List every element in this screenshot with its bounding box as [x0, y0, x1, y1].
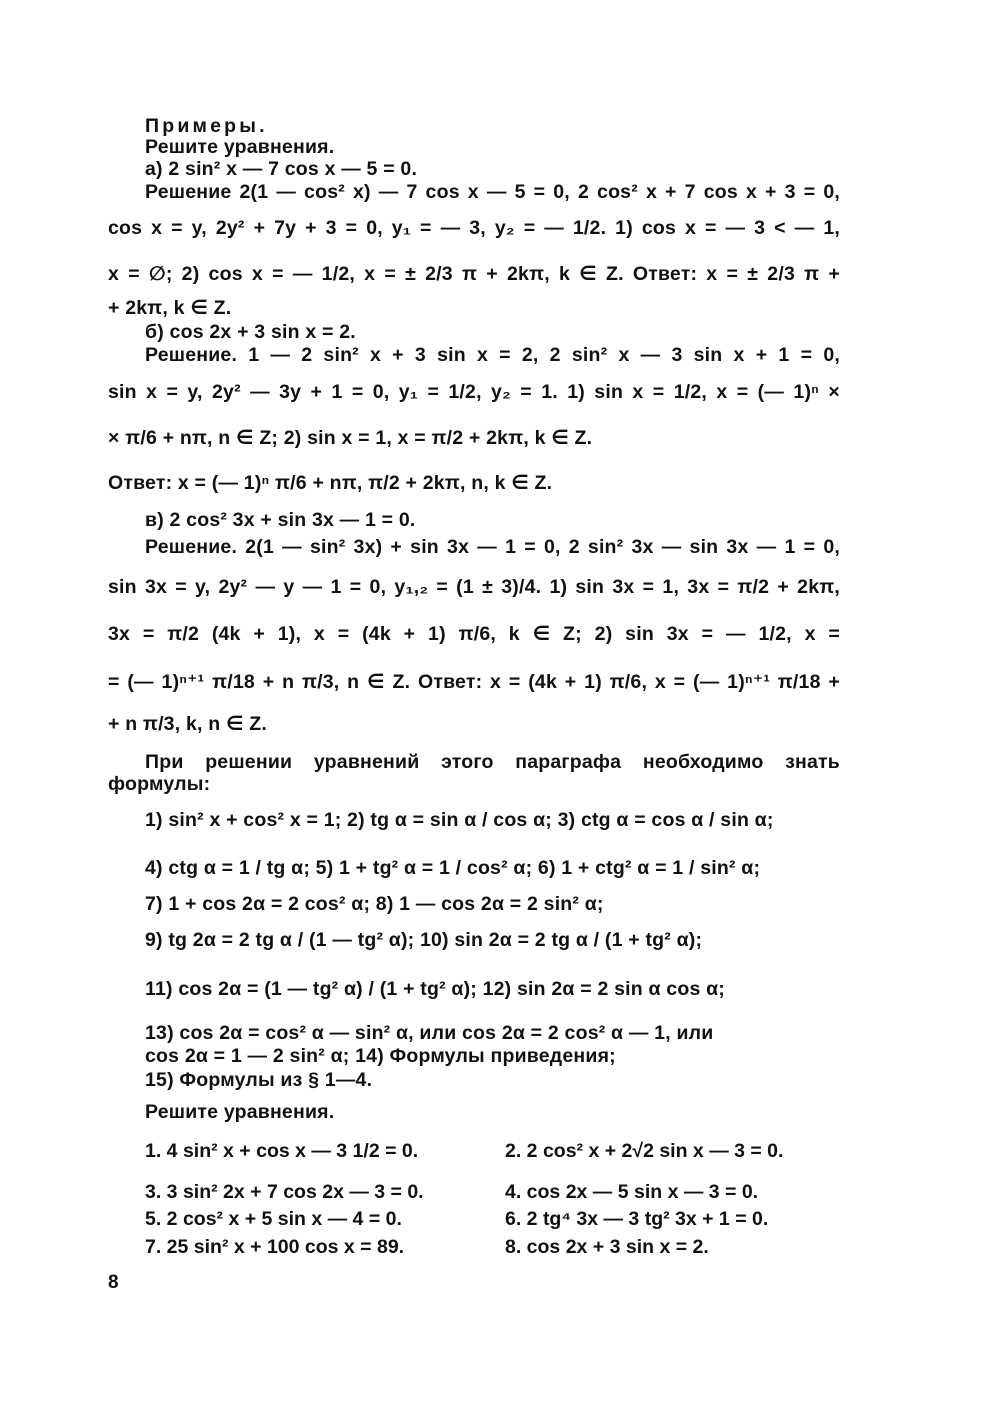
example-c-line: Решение. 2(1 — sin² 3x) + sin 3x — 1 = 0, 2 sin² 3x — sin 3x — 1 = 0, — [145, 536, 840, 558]
examples-task: Решите уравнения. — [145, 136, 335, 158]
exercise-item: 7. 25 sin² x + 100 cos x = 89. — [145, 1236, 405, 1258]
example-c-line: + n π/3, k, n ∈ Z. — [108, 713, 268, 735]
exercise-item: 8. cos 2x + 3 sin x = 2. — [505, 1236, 709, 1258]
exercise-row — [145, 1139, 845, 1163]
example-c-line: sin 3x = y, 2y² — y — 1 = 0, y₁,₂ = (1 ± 3)/4. 1) sin 3x = 1, 3x = π/2 + 2kπ, — [108, 576, 840, 598]
formula-row: 15) Формулы из § 1—4. — [145, 1069, 373, 1091]
examples-heading: Примеры. — [145, 115, 268, 137]
formula-row: cos 2α = 1 — 2 sin² α; 14) Формулы приведения; — [145, 1045, 616, 1067]
exercise-row — [145, 1207, 845, 1231]
formula-row: 4) ctg α = 1 / tg α; 5) 1 + tg² α = 1 / cos² α; 6) 1 + ctg² α = 1 / sin² α; — [145, 857, 761, 879]
formula-row: 13) cos 2α = cos² α — sin² α, или cos 2α = 2 cos² α — 1, или — [145, 1022, 714, 1044]
example-c-line: 3x = π/2 (4k + 1), x = (4k + 1) π/6, k ∈ Z; 2) sin 3x = — 1/2, x = — [108, 623, 840, 645]
exercise-row — [145, 1180, 845, 1204]
exercise-item: 2. 2 cos² x + 2√2 sin x — 3 = 0. — [505, 1140, 784, 1162]
example-a-line: + 2kπ, k ∈ Z. — [108, 297, 232, 319]
example-c-statement: в) 2 cos² 3x + sin 3x — 1 = 0. — [145, 509, 416, 531]
example-a-line: cos x = y, 2y² + 7y + 3 = 0, y₁ = — 3, y₂ = — 1/2. 1) cos x = — 3 < — 1, — [108, 217, 840, 239]
formula-row: 11) cos 2α = (1 — tg² α) / (1 + tg² α); 12) sin 2α = 2 sin α cos α; — [145, 978, 726, 1000]
example-a-line: x = ∅; 2) cos x = — 1/2, x = ± 2/3 π + 2kπ, k ∈ Z. Ответ: x = ± 2/3 π + — [108, 263, 840, 285]
example-b-answer: Ответ: x = (— 1)ⁿ π/6 + nπ, π/2 + 2kπ, n, k ∈ Z. — [108, 472, 553, 494]
example-b-line: × π/6 + nπ, n ∈ Z; 2) sin x = 1, x = π/2 + 2kπ, k ∈ Z. — [108, 427, 593, 449]
example-a-statement: а) 2 sin² x — 7 cos x — 5 = 0. — [145, 158, 418, 180]
formula-row: 9) tg 2α = 2 tg α / (1 — tg² α); 10) sin 2α = 2 tg α / (1 + tg² α); — [145, 929, 703, 951]
exercise-item: 3. 3 sin² 2x + 7 cos 2x — 3 = 0. — [145, 1181, 424, 1203]
formulas-intro: При решении уравнений этого параграфа необходимо знать — [145, 751, 840, 773]
formula-row: 1) sin² x + cos² x = 1; 2) tg α = sin α / cos α; 3) ctg α = cos α / sin α; — [145, 809, 774, 831]
exercise-row — [145, 1235, 845, 1259]
exercise-item: 6. 2 tg⁴ 3x — 3 tg² 3x + 1 = 0. — [505, 1208, 769, 1230]
example-a-line: Решение 2(1 — cos² x) — 7 cos x — 5 = 0, 2 cos² x + 7 cos x + 3 = 0, — [145, 181, 840, 203]
example-b-line: sin x = y, 2y² — 3y + 1 = 0, y₁ = 1/2, y₂ = 1. 1) sin x = 1/2, x = (— 1)ⁿ × — [108, 381, 840, 403]
formula-row: 7) 1 + cos 2α = 2 cos² α; 8) 1 — cos 2α = 2 sin² α; — [145, 893, 604, 915]
example-b-statement: б) cos 2x + 3 sin x = 2. — [145, 321, 356, 343]
exercises-title: Решите уравнения. — [145, 1101, 335, 1123]
example-c-line: = (— 1)ⁿ⁺¹ π/18 + n π/3, n ∈ Z. Ответ: x = (4k + 1) π/6, x = (— 1)ⁿ⁺¹ π/18 + — [108, 671, 840, 693]
exercise-item: 5. 2 cos² x + 5 sin x — 4 = 0. — [145, 1208, 402, 1230]
exercise-item: 1. 4 sin² x + cos x — 3 1/2 = 0. — [145, 1140, 419, 1162]
example-b-line: Решение. 1 — 2 sin² x + 3 sin x = 2, 2 sin² x — 3 sin x + 1 = 0, — [145, 344, 840, 366]
page-number: 8 — [108, 1272, 119, 1293]
exercise-item: 4. cos 2x — 5 sin x — 3 = 0. — [505, 1181, 759, 1203]
formulas-intro: формулы: — [108, 773, 211, 795]
